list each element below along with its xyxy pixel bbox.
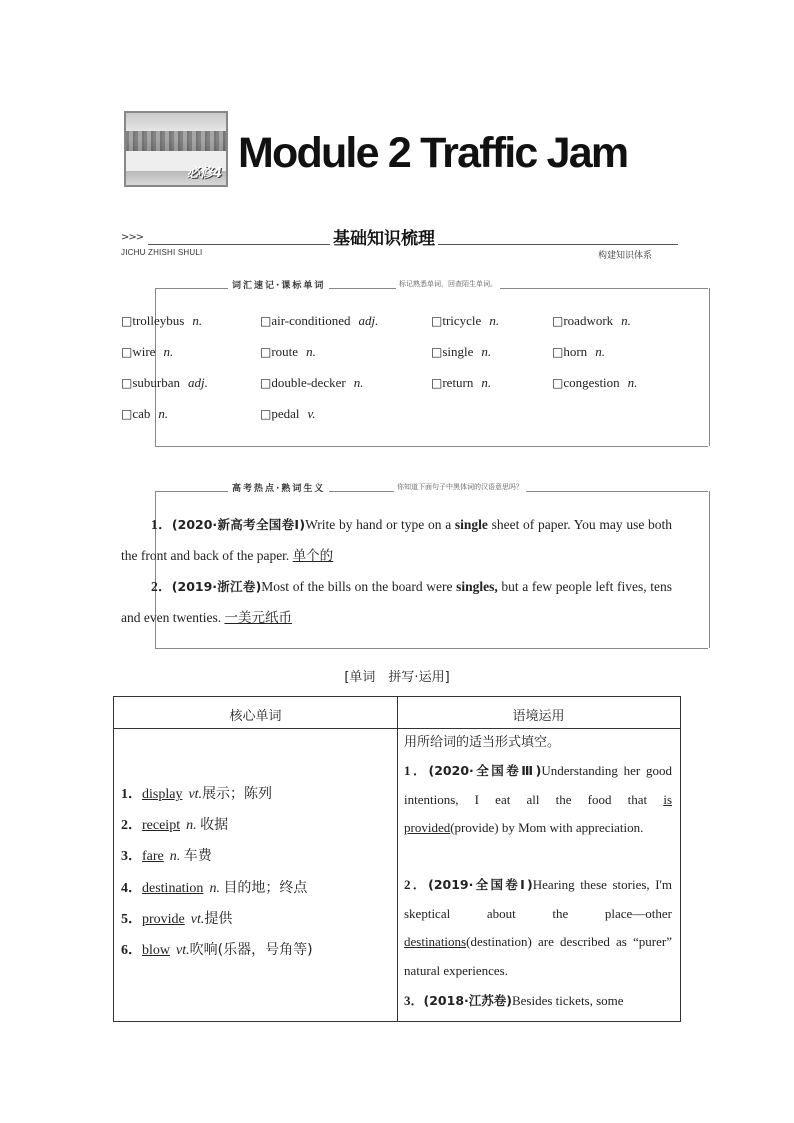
module-title: Module 2 Traffic Jam bbox=[238, 129, 628, 177]
context-item-1: 1．(2020·全国卷Ⅲ)Understanding her good intentions, I eat all the food that is provided(provide) by Mom with appreciation. bbox=[404, 763, 672, 836]
badge-label: 必修4 bbox=[186, 166, 222, 181]
context-item-3: 3．(2018·江苏卷)Besides tickets, some bbox=[404, 993, 624, 1008]
checkbox-icon[interactable]: □ bbox=[431, 376, 443, 390]
vocab-item[interactable]: □route n. bbox=[260, 344, 316, 359]
core-word-item: 2．receipt n. 收据 bbox=[121, 817, 229, 833]
module-badge-image bbox=[124, 111, 228, 187]
checkbox-icon[interactable]: □ bbox=[552, 345, 564, 359]
core-word-item: 6．blow vt.吹响(乐器，号角等) bbox=[121, 942, 313, 958]
checkbox-icon[interactable]: □ bbox=[121, 376, 133, 390]
core-word-item: 5．provide vt.提供 bbox=[121, 911, 233, 927]
vocab-box-frame bbox=[155, 288, 710, 446]
checkbox-icon[interactable]: □ bbox=[121, 314, 133, 328]
vocab-item[interactable]: □single n. bbox=[431, 344, 492, 359]
core-word-item: 3．fare n. 车费 bbox=[121, 848, 212, 864]
checkbox-icon[interactable]: □ bbox=[121, 345, 133, 359]
vocab-table bbox=[113, 696, 681, 1022]
vocab-item[interactable]: □air-conditioned adj. bbox=[260, 313, 379, 328]
vocab-item[interactable]: □congestion n. bbox=[552, 375, 638, 390]
context-answer-1: is provided bbox=[404, 791, 672, 836]
vocab-item[interactable]: □trolleybus n. bbox=[121, 313, 203, 328]
context-instruction: 用所给词的适当形式填空。 bbox=[404, 735, 561, 750]
vocab-item[interactable]: □wire n. bbox=[121, 344, 174, 359]
checkbox-icon[interactable]: □ bbox=[260, 345, 272, 359]
vocab-item[interactable]: □tricycle n. bbox=[431, 313, 500, 328]
vocab-item[interactable]: □return n. bbox=[431, 375, 492, 390]
vocab-item[interactable]: □cab n. bbox=[121, 406, 169, 421]
hot-box-note: 你知道下面句子中黑体词的汉语意思吗？ bbox=[394, 482, 526, 492]
checkbox-icon[interactable]: □ bbox=[431, 314, 443, 328]
context-item-2: 2．(2019·全国卷Ⅰ)Hearing these stories, I'm skeptical about the place—other destinations(destination) are described as “purer” natural experiences. bbox=[404, 877, 672, 978]
checkbox-icon[interactable]: □ bbox=[121, 407, 133, 421]
section-pinyin: JICHU ZHISHI SHULI bbox=[121, 248, 203, 257]
table-header-words: 核心单词 bbox=[229, 709, 282, 724]
hot-answer-1: 单个的 bbox=[292, 548, 334, 564]
vocab-item[interactable]: □roadwork n. bbox=[552, 313, 631, 328]
section-subtitle: 构建知识体系 bbox=[598, 251, 653, 261]
hot-item-1: 1．(2020·新高考全国卷Ⅰ)Write by hand or type on a single sheet of paper. You may use both the front and back of the paper. 单个的 bbox=[121, 517, 673, 564]
table-caption: [单词 拼写·运用] bbox=[344, 670, 450, 685]
vocab-item[interactable]: □suburban adj. bbox=[121, 375, 208, 390]
vocab-item[interactable]: □pedal v. bbox=[260, 406, 316, 421]
vocab-item[interactable]: □double-decker n. bbox=[260, 375, 364, 390]
checkbox-icon[interactable]: □ bbox=[260, 407, 272, 421]
hot-item-2: 2．(2019·浙江卷)Most of the bills on the board were singles, but a few people left fives, tens and even twenties. 一美元纸币 bbox=[121, 579, 672, 626]
vocab-box-note: 标记熟悉单词，回查陌生单词。 bbox=[396, 279, 500, 289]
context-answer-2: destinations bbox=[404, 934, 467, 950]
vocab-item[interactable]: □horn n. bbox=[552, 344, 605, 359]
hot-box-heading: 高考热点·熟词生义 bbox=[228, 481, 329, 494]
section-title: 基础知识梳理 bbox=[330, 224, 438, 249]
checkbox-icon[interactable]: □ bbox=[431, 345, 443, 359]
hot-answer-2: 一美元纸币 bbox=[224, 610, 292, 626]
checkbox-icon[interactable]: □ bbox=[260, 376, 272, 390]
checkbox-icon[interactable]: □ bbox=[552, 376, 564, 390]
core-word-item: 1．display vt.展示；陈列 bbox=[121, 786, 273, 802]
checkbox-icon[interactable]: □ bbox=[552, 314, 564, 328]
checkbox-icon[interactable]: □ bbox=[260, 314, 272, 328]
vocab-box-heading: 词汇速记·课标单词 bbox=[228, 278, 329, 291]
table-header-context: 语境运用 bbox=[512, 709, 565, 724]
chevron-icon: >>> bbox=[121, 232, 144, 243]
core-word-item: 4．destination n. 目的地；终点 bbox=[121, 880, 308, 896]
